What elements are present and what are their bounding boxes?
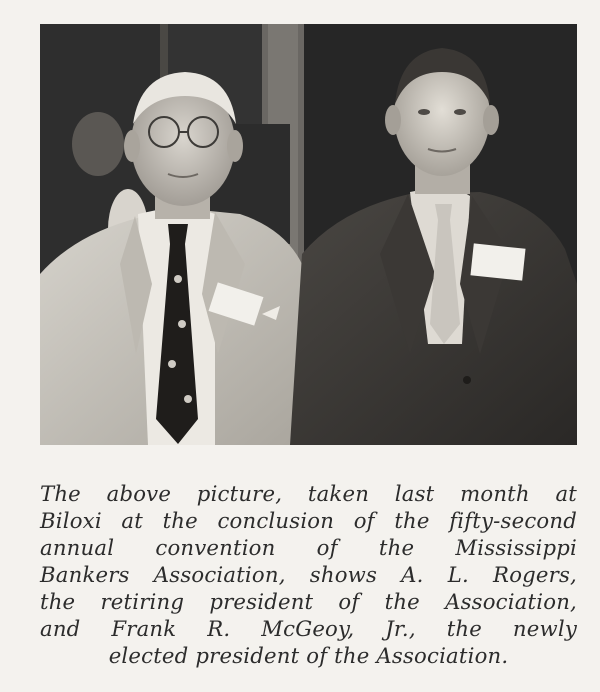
caption-line: the retiring president of the Association, — [40, 589, 577, 614]
caption-line: Bankers Association, shows A. L. Rogers, — [40, 562, 577, 587]
caption-line: Biloxi at the conclusion of the fifty-second — [40, 508, 577, 533]
caption-line: and Frank R. McGeoy, Jr., the newly — [40, 616, 577, 641]
caption-line: The above picture, taken last month at — [40, 481, 577, 506]
caption-line: elected president of the Association. — [108, 643, 509, 668]
photograph — [40, 24, 577, 445]
photo-caption — [40, 480, 577, 669]
caption-line: annual convention of the Mississippi — [40, 535, 577, 560]
